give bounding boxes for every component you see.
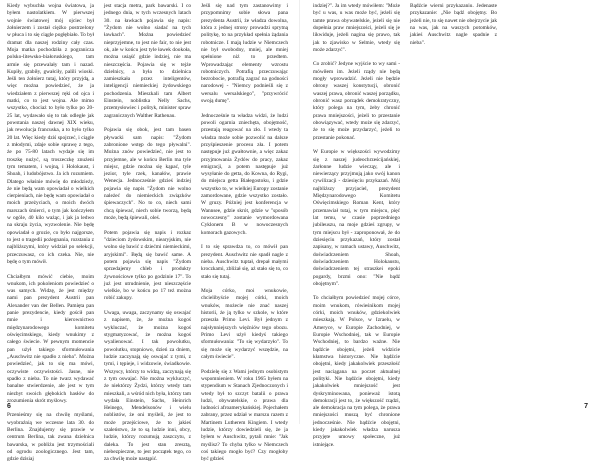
page-number-right: 7 bbox=[584, 403, 588, 410]
paragraph: Uwaga, uwaga, zaczynamy się oswajać z napisem, że, że można kogoś wykluczać, że można kogoś stygmatyzować, że można kogoś wyalienować. I tak powolutku, powolutku, stopniowo, dzień za dniem, ludzie zaczynają się oswajać z tymi, z tymi, i tępieje, i widzowie, świadkowie. Wszyscy, którzy to widzą, zaczynają się z tym oswajać. Nie można wykluczyć, że niektórzy Żydzi, którzy wtedy tam mieszkali, a wśród nich była, którzy tam wydała Einstein, Sachs, Heinrich Heinego, Mendelsonów i wielu noblistów, że oni myśleli, że jest to może przejściowe, że to jakieś szaleństwo, że to są ludzie inni, obcy, ludzie, którzy rozumują zaszczytu, z daleka. To jest stan zresztą, niebezpieczne, to jest początek tego, co za chwilę może nastąpić. bbox=[104, 310, 191, 463]
left-column-1 bbox=[7, 3, 94, 463]
paragraph: Bądźcie wierni przykazaniu. Jedenaste przykazanie: „Nie bądź obojętny. Bo jeżeli nie, to się nawet nie obejrzycie jak na was, jak na waszych potomków, jakieś Auschwitz nagle spadnie z nieba". bbox=[410, 3, 497, 46]
right-column-2 bbox=[410, 3, 497, 395]
right-column-3 bbox=[507, 3, 594, 395]
paragraph: Przenieśmy się na chwilę myślami, wyobraźnią we wczesne lata 30. do Berlina. Znajdujemy się prawie w centrum Berlina, tak zwana dzielnica bawarska, w pobliżu jest trzymościali od ogrodu zoologicznego. Jest tam, gdzie dzisiaj bbox=[7, 412, 94, 463]
paragraph: Podzielę się z Wami jednym osobistym wspomnieniem. W roku 1965 byłem na stypendium w Stanach Zjednoczonych i wtedy był to szczyt batalii o prawa ludzi, obywatelskie, o prawa dla ludności afroamerykańskiej. Pojechałem zabrany, przez udział w marszu razem z Martinem Lutherem Kingiem. I wtedy ludzie, którzy dowiedzieli się, że ja byłem w Auschwitz, pytali mnie: "Jak myślisz? To chyba tylko w Niemczech coś takiego mogło być? Czy mogłoby być gdzieś bbox=[201, 368, 288, 463]
paragraph: I to się sprawdza to, co mówił pan prezydent. Auschwitz nie spadł nagle z nieba. Auschwitz tuptał, drepał małymi kroczkami, zbliżał się, aż stało się to, co stało się tutaj. bbox=[201, 244, 288, 280]
paragraph: Chciałbym mówić ciebie, moim wnukom, ich pokoleniom powiedzieć o was samych. Widzę, że jest między nami pan prezydent Austrii pan Alexander van der Bellen. Pamięta pan panie prezydencie, kiedy gościł pan mnie i kierownictwo międzynarodowego komitetu oświęcimskiego, kiedy wnukimy z całego świecie. W pewnym momencie pan użył takiego sformułowania „Auschwitz nie spadło z nieba". Można powiedzieć, jak to się ma mówi, oczywiste oczywistości. Jasne, nie spadło z nieba. To nie twarz wydawać banalne stwierdzenie, ale jest w tym niezbyt swoich głębokich hasłów do zrozumienia skrót myślowy. bbox=[7, 273, 94, 404]
paragraph: Moja córko, moi wnukowie, chcielibyście mojej córki, moich wnuków, możecie nie znać naszej historii, że ją tylko w szkole, w które przeszła Primo Levi. Był jednym z najsłynniejszych więźniów tego obozu. Primo Levi użył kiedyś takiego sformułowania: "To się wydarzyło". To się może się wydarzyć wszędzie, na całym świecie". bbox=[201, 288, 288, 360]
paragraph: Potem pojawia się napis i rozkaz "dzieciom żydowskim, niearyjskim, nie wolno się bawić z dziećmi niemieckimi, aryjskimi". Będą się bawić same. A potem pojawia się napis "Żydom sprzedajemy chleb i produkty żywnościowe tylko po godzinie 17". To już jest utrudnienie, jest nieszczęście wielkie, bo w końcu po 17 też można robić zakupy. bbox=[104, 229, 191, 302]
paragraph: Jednocześnie ta władza widzi, że ludzi powoli ogarnia zniechęta, obojętność, przestają reagować na zło. I wtedy ta władza może sobie pozwolić na dalsze przyśpieszenie procesu zła. I potem następuje już gwałtownie, a więc zakaz przyjmowania Żydów do pracy, zakaz emigracji, a potem następuje już wysyłanie do getta, do Kowna, do Rygi, do miejsca getta Białegostoku, i gdzie wszystko to, w wielkiej Europy zostanie zamordowane, gdzie wszystko zostało. W gruzy. Później jest konferencja w Wannsee, gdzie skrót, gdzie w "sposób nowoczesny" zostanie wymordowana Cyklonem B w nowoczesnych komorach gazowych. bbox=[201, 112, 288, 236]
left-column-3 bbox=[201, 3, 288, 463]
left-column-2 bbox=[104, 3, 191, 463]
right-page bbox=[300, 0, 600, 448]
paragraph: W Europie w większości wywodzimy się z naszej judeochrześcijańskiej, żarłonne ludzie wiecząy, ale i niewierzący przyjmują jako swój kanon cywilizacji - dziesięciu przykazań. Mój najbliższy przyjaciel, prezydent Międzynarodowego Komitetu Oświęcimskiego Roman Kent, który przemawiał tutaj, w tym miejscu, pięć lat temu, w czasie poprzedniego jubileuszu, na moje gdzieś zgrupy, w tym miejscu był - zaproponował, że do dziesięciu przykazań, który został zapisany, w ramach ustawy, Auschwitz, doświadczeniem Shoah, doświadczeniem Holokaustu, doświadczeniem tej straszkei epoki pogardy, brzmi ono: "Nie bądź obojętnym". bbox=[313, 149, 400, 287]
paragraph: Co zrobić? Jedyne wyjście to wy sami - mówiłem im. Jeżeli rządy nie będą mogły wprowadzić. Jeżeli nie będzie obrony waszej konstytucji, obronić waszej prawa, obronić waszej porządku, obronić wasz porządek demokratyczny, który polega na tym, żeby chronić prawa mniejszości, jeżeli to przestanie obowiązywać, wtedy może się zdarzyć, że to się może przydarzyć, jeżeli to przestanie pokonać. bbox=[313, 61, 400, 141]
paragraph: Pojawia się obok, jest tam basen pływacki sam napis: "Żydom zabronione wstęp do tego pływalni". Można znów powiedzieć, nie jest to przyjemne, ale w końcu Berlin ma tyle miejsc, gdzie można się kąpać, tyle jezior, tyle rzek, kanałów, prawie Wenecja. Jednocześnie gdzieś indziej pojawia się napis "Żydom nie wolno należeć do niemieckich związków śpiewaczych". No to co, niech sami chcą śpiewać, niech sobie tworzą, będą może, będą śpiewali, oleś. bbox=[104, 127, 191, 222]
page-number-left: 6 bbox=[7, 403, 11, 410]
right-column-1 bbox=[313, 3, 400, 448]
paragraph: To chciałbym powiedzieć mojej córce, moim wnukom, rówieśnikom mojej córki, moich wnuków, gdziekolwiek mieszkają. W Polsce, w Izraelu, w Ameryce, w Europie Zachodniej, w Europie Wschodniej, tak w Europie Wschodniej, to bardzo ważne. Nie bądźcie obojętni, jeżeli widzicie kłamstwa historyczne. Nie bądźcie obojętni, kiedy jakakolwiek przeszłość jest naciągana na poczet aktualnej polityki. Nie bądźcie obojętni, kiedy jakakolwiek mniejszość jest dyskryminowana, ponieważ istotą demokracji jest to, że większość rządzi, ale demokracja na tym polega, że prawa mniejszości muszą być chronione jednocześnie. Nie bądźcie obojętni, kiedy jakakolwiek władza narusza przyjęte umowy społeczne, już istniejące. bbox=[313, 295, 400, 448]
paragraph: indziej?". Ja im wtedy mówiłem: "Może być u was, u was może być, jeżeli się tamte prawa obywatelskie, jeżeli się nie dopełnia praw mniejszości, jeżeli się je likwiduje, jeżeli nagina się prawo, tak jak to zjawisko w Selmie, wtedy się może zdarzyć". bbox=[313, 3, 400, 53]
paragraph: Kiedy wybuchła wojna światowa, ja byłem nastolatkiem. W pierwszej wojnie światowej mój ojciec był żołnierzem i został ciężko postrzelony w płuca i to się ciągle pogłębiało. To był dramat dla naszej rodziny cały czas. Moja matka pochodziła z pogranicza polsko-litewsko-białoruskiego, tam armie się przewalały tam i nazad. Kupiły, grabiły, gwałciły, palili wioski. Jeśli ten żołnierz tutaj, który przyjdą, a więc można powiedzieć, że ja wiedziałem z pierwszej ręki od ojca i matki, co to jest wojna. Ale mimo wszystko, chociaż to było tylko po 20-25 lat, wydawało się to tak odległe jak powstania naszej dawnej XIX wieku, jak rewolucja francuska, a to było tylko 20 lat. Więc kiedy dziś spojrzeć, i ciągle z młodymi, zdaje sobie sprawę z tego, że po 75-80 latach wydaje się im troszkę nużyć, są troszeczkę znużeni tym tematem, i wojną, i Holokaust, i Shoah, i ludobójstwo. Ja ich rozumiem. Dlatego właśnie mówię do młodzieży, że nie będą wam opowiadał o wielkich cierpieniach, nie będę wam opowiadał o moich przeżyciach, o moich dwóch marszach śmierci, o tym jak kończyłem w ogóle, 40 kilo ważąc, i jak ja ledwo na skraju życia, wyzwolenie. Nie będę opowiadał o grozie, co było najgorsze, to jest o tragedii pożegnania, rozstania z najbliższymi, który widział po selekcji, przeczuwasz, co ich czeka. Nie, nie będę o tym mówił. bbox=[7, 3, 94, 265]
left-page bbox=[0, 0, 300, 463]
paragraph: Jeśli się nad tym zastanowimy i przypomnimy sobie słowa pana prezydenta Austrii, że władza dowolna, która z jednej strony prowadzi sprytną politykę, to na przykład spełnia żądania robotnicze. I mają ludzie w Niemczech nie był swobodny, mniej, ale mniej spełnione niż to przedtem. Wprowadzając elementy wzrostu robotniczych. Potrafią przeczuwając bezrobocie, potrafią zagrać na godności narodowej - "Niemcy podnieśli się z wersalu wersalskiego", "przywrócić swoją dumę". bbox=[201, 3, 288, 105]
paragraph: jest stacja metra, park bawarski. I co jednego dnia, w tych wczesnych latach 30. na ławkach pojawia się napis: "Żydom nie wolno siadać na tych ławkach". Można powiedzieć nieprzyjemne, to jest nie fair, to nie jest ok, ale w końcu jest tyle ławek dookoła, można usiąść gdzie indziej, nie ma nieszczęścia. Pojawia się w tejże dzielnicy, a była to dzielnica zamieszkała przez inteligentów, inteligencji niemieckiej żydowskiego pochodzenia. Mieszkali tam Albert Einstein, noblistka Nelly Sachs, przemysłowiec i polityk, minister spraw zagranicznych Walther Rathenau. bbox=[104, 3, 191, 119]
